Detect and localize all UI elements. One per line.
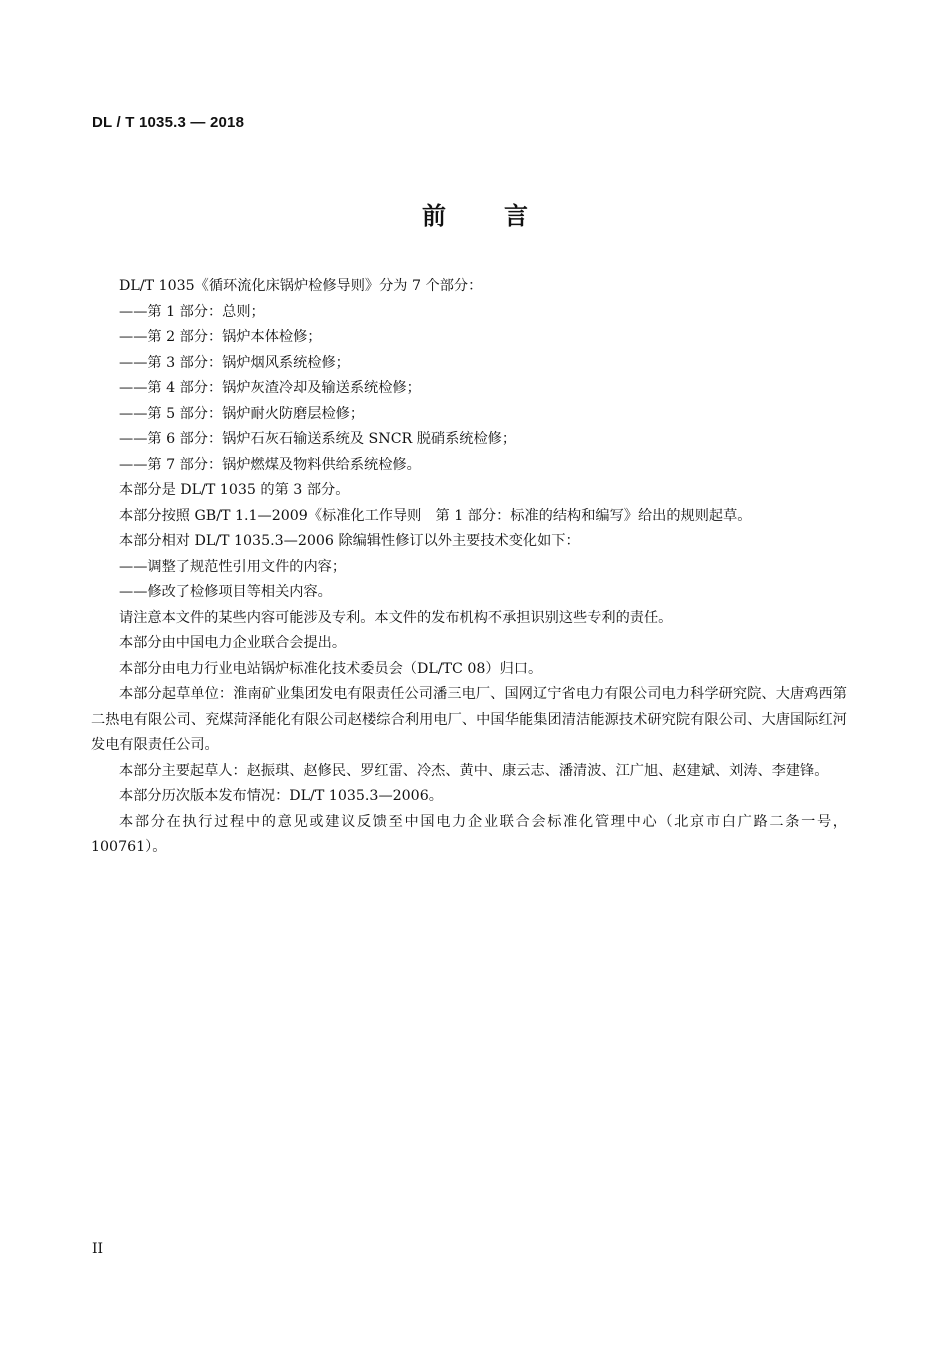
paragraph: 本部分在执行过程中的意见或建议反馈至中国电力企业联合会标准化管理中心（北京市白广路二条一号，100761）。 xyxy=(91,813,847,855)
paragraph: 本部分起草单位：淮南矿业集团发电有限责任公司潘三电厂、国网辽宁省电力有限公司电力科学研究院、大唐鸡西第二热电有限公司、兖煤菏泽能化有限公司赵楼综合利用电厂、中国华能集团清洁能源技术研究院有限公司、大唐国际红河发电有限责任公司。 xyxy=(91,686,847,753)
list-item: ——第 6 部分：锅炉石灰石输送系统及 SNCR 脱硝系统检修； xyxy=(119,431,517,447)
paragraph: 本部分主要起草人：赵振琪、赵修民、罗红雷、冷杰、黄中、康云志、潘清波、江广旭、赵建斌、刘涛、李建锋。 xyxy=(119,762,829,779)
paragraph: DL/T 1035《循环流化床锅炉检修导则》分为 7 个部分： xyxy=(119,278,483,294)
foreword-body xyxy=(91,274,847,861)
list-item: ——第 3 部分：锅炉烟风系统检修； xyxy=(119,354,350,371)
list-item: ——第 5 部分：锅炉耐火防磨层检修； xyxy=(119,405,365,422)
page-title xyxy=(0,196,950,231)
paragraph: 本部分按照 GB/T 1.1—2009《标准化工作导则 第 1 部分：标准的结构和编写》给出的规则起草。 xyxy=(119,507,752,524)
page-title-left: 前 xyxy=(422,202,446,230)
list-item: ——调整了规范性引用文件的内容； xyxy=(119,558,347,575)
list-item: ——第 7 部分：锅炉燃煤及物料供给系统检修。 xyxy=(119,456,421,473)
paragraph: 本部分由中国电力企业联合会提出。 xyxy=(119,635,347,651)
paragraph: 请注意本文件的某些内容可能涉及专利。本文件的发布机构不承担识别这些专利的责任。 xyxy=(119,609,673,626)
list-item: ——第 2 部分：锅炉本体检修； xyxy=(119,329,322,345)
paragraph: 本部分由电力行业电站锅炉标准化技术委员会（DL/TC 08）归口。 xyxy=(119,660,543,677)
standard-code-header: DL / T 1035.3 — 2018 xyxy=(92,114,245,131)
page-title-right: 言 xyxy=(504,202,528,230)
list-item: ——修改了检修项目等相关内容。 xyxy=(119,584,332,600)
paragraph: 本部分是 DL/T 1035 的第 3 部分。 xyxy=(119,482,350,498)
list-item: ——第 1 部分：总则； xyxy=(119,303,265,320)
paragraph: 本部分相对 DL/T 1035.3—2006 除编辑性修订以外主要技术变化如下： xyxy=(119,533,580,549)
page-number: II xyxy=(92,1241,104,1257)
paragraph: 本部分历次版本发布情况：DL/T 1035.3—2006。 xyxy=(119,788,443,804)
list-item: ——第 4 部分：锅炉灰渣冷却及输送系统检修； xyxy=(119,380,421,396)
